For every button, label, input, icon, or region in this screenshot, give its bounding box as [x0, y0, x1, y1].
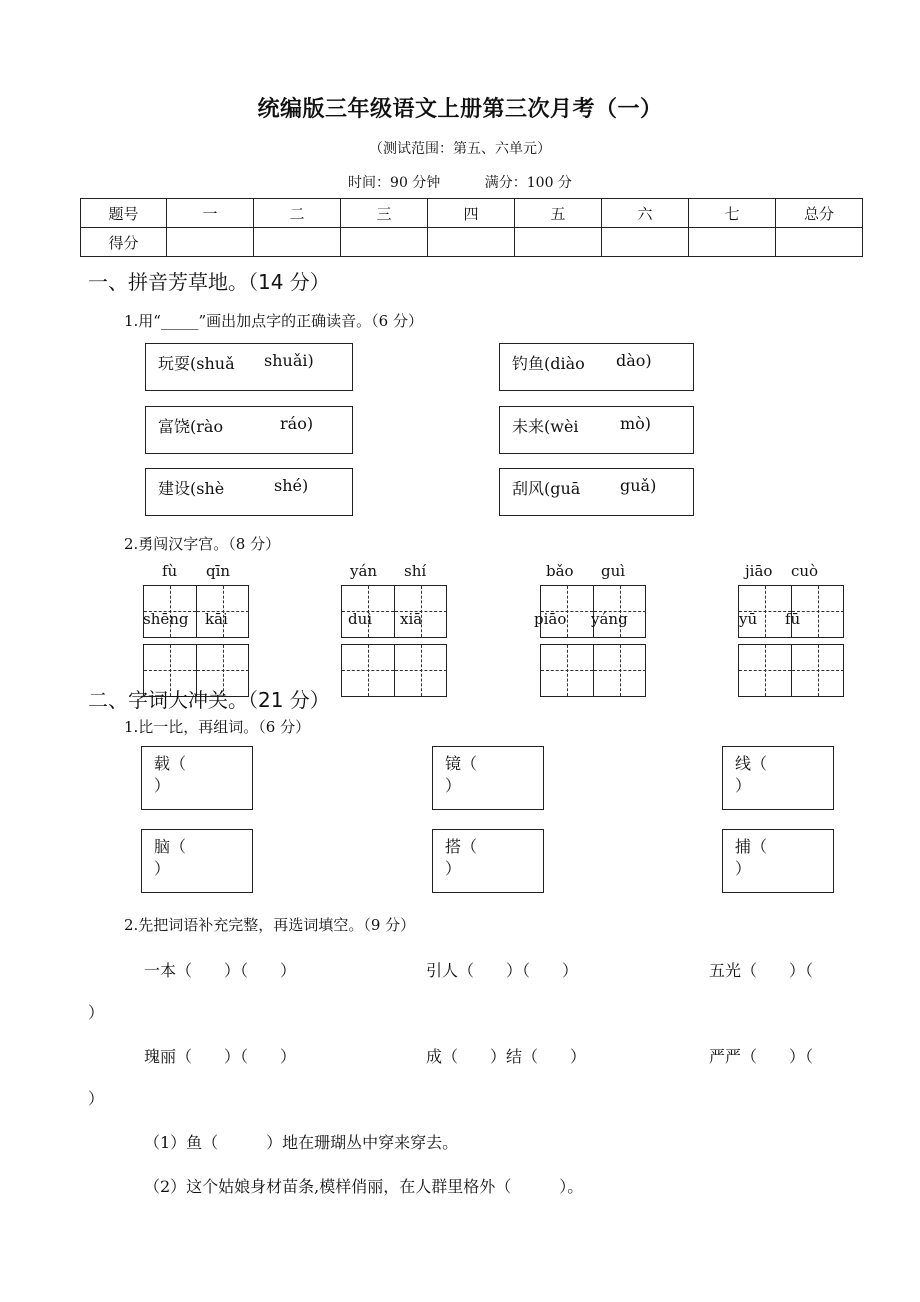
- pinyin-label: qīn: [206, 562, 231, 580]
- pinyin-label: piāo: [534, 610, 567, 628]
- pinyin-word: 刮风(: [512, 479, 551, 498]
- pinyin-label: fū: [785, 610, 801, 628]
- word-box-close: ）: [154, 776, 171, 795]
- pinyin-label: cuò: [791, 562, 819, 580]
- pinyin-word: 建设(: [158, 479, 197, 498]
- score-table: [80, 198, 863, 257]
- word-box-close: ）: [445, 776, 462, 795]
- exam-scope: （测试范围：第五、六单元）: [369, 141, 551, 157]
- word-box[interactable]: [141, 746, 253, 810]
- score-table-cell: 二: [254, 199, 341, 228]
- pinyin-label: yán: [350, 562, 378, 580]
- fill-blank-phrase[interactable]: 五光（ ）（: [709, 961, 814, 980]
- pinyin-option-b[interactable]: mò): [620, 414, 652, 433]
- pinyin-option-b[interactable]: dào): [616, 351, 652, 370]
- pinyin-option-a[interactable]: diào: [550, 354, 585, 373]
- word-box-char: 镜（: [445, 754, 478, 773]
- score-input-cell[interactable]: [689, 228, 776, 257]
- character-grid[interactable]: [540, 644, 646, 697]
- word-box-char: 搭（: [445, 837, 478, 856]
- pinyin-option-a[interactable]: wèi: [550, 417, 579, 436]
- pinyin-option-a[interactable]: guā: [550, 479, 581, 498]
- word-box-close: ）: [445, 859, 462, 878]
- word-box-char: 捕（: [735, 837, 768, 856]
- word-box-char: 脑（: [154, 837, 187, 856]
- score-table-cell: 六: [602, 199, 689, 228]
- section2-heading: 二、字词大冲关。（21 分）: [88, 688, 330, 712]
- fill-blank-phrase[interactable]: 引人（ ）（ ）: [426, 961, 579, 980]
- pinyin-label: xiā: [400, 610, 423, 628]
- word-box[interactable]: [141, 829, 253, 893]
- fill-blank-phrase[interactable]: 严严（ ）（: [709, 1047, 814, 1066]
- pinyin-option-a[interactable]: shuǎ: [196, 354, 235, 373]
- pinyin-option-b[interactable]: shé): [274, 476, 309, 495]
- score-table-cell: 一: [167, 199, 254, 228]
- pinyin-choice-box[interactable]: [145, 468, 353, 516]
- word-box[interactable]: [722, 746, 834, 810]
- score-input-cell[interactable]: [428, 228, 515, 257]
- score-table-cell: 三: [341, 199, 428, 228]
- pinyin-option-b[interactable]: shuǎi): [264, 351, 314, 370]
- score-table-cell: 题号: [81, 199, 167, 228]
- word-box-char: 线（: [735, 754, 768, 773]
- pinyin-label: kāi: [205, 610, 228, 628]
- fill-blank-phrase[interactable]: 成（ ）结（ ）: [426, 1047, 587, 1066]
- score-input-cell[interactable]: [254, 228, 341, 257]
- word-box-close: ）: [154, 859, 171, 878]
- wrap-close-paren: ）: [88, 1003, 105, 1022]
- character-grid[interactable]: [738, 644, 844, 697]
- fill-sentence[interactable]: （1）鱼（ ）地在珊瑚丛中穿来穿去。: [144, 1133, 459, 1152]
- word-box[interactable]: [722, 829, 834, 893]
- pinyin-option-b[interactable]: guǎ): [620, 476, 657, 495]
- pinyin-word: 钓鱼(: [512, 354, 551, 373]
- pinyin-choice-box[interactable]: [145, 406, 353, 454]
- pinyin-label: guì: [601, 562, 626, 580]
- pinyin-label: duì: [348, 610, 373, 628]
- score-table-cell: 五: [515, 199, 602, 228]
- time-label: 时间：90 分钟: [348, 175, 441, 191]
- pinyin-word: 玩耍(: [158, 354, 197, 373]
- word-box[interactable]: [432, 746, 544, 810]
- section1-q1-prompt: 1.用“_____”画出加点字的正确读音。（6 分）: [124, 312, 423, 330]
- score-input-cell[interactable]: [341, 228, 428, 257]
- word-box-char: 载（: [154, 754, 187, 773]
- wrap-close-paren: ）: [88, 1089, 105, 1108]
- pinyin-label: jiāo: [745, 562, 773, 580]
- pinyin-label: fù: [162, 562, 178, 580]
- score-table-cell: 四: [428, 199, 515, 228]
- pinyin-option-a[interactable]: shè: [196, 479, 225, 498]
- character-grid[interactable]: [341, 644, 447, 697]
- pinyin-choice-box[interactable]: [499, 343, 694, 391]
- section1-q2-prompt: 2.勇闯汉字宫。（8 分）: [124, 535, 281, 553]
- score-input-cell[interactable]: [515, 228, 602, 257]
- section2-q1-prompt: 1.比一比，再组词。（6 分）: [124, 718, 311, 736]
- fill-sentence[interactable]: （2）这个姑娘身材苗条,模样俏丽，在人群里格外（ ）。: [144, 1177, 584, 1196]
- pinyin-label: bǎo: [546, 562, 574, 580]
- pinyin-choice-box[interactable]: [499, 468, 694, 516]
- fill-blank-phrase[interactable]: 瑰丽（ ）（ ）: [144, 1047, 297, 1066]
- pinyin-option-a[interactable]: rào: [196, 417, 224, 436]
- pinyin-choice-box[interactable]: [145, 343, 353, 391]
- score-input-cell[interactable]: [167, 228, 254, 257]
- score-input-cell[interactable]: [776, 228, 863, 257]
- pinyin-label: yū: [739, 610, 758, 628]
- section2-q2-prompt: 2.先把词语补充完整，再选词填空。（9 分）: [124, 916, 416, 934]
- section1-heading: 一、拼音芳草地。（14 分）: [88, 270, 330, 294]
- score-input-cell[interactable]: [602, 228, 689, 257]
- score-table-cell: 总分: [776, 199, 863, 228]
- pinyin-label: yáng: [591, 610, 628, 628]
- page-title: 统编版三年级语文上册第三次月考（一）: [257, 97, 663, 122]
- score-table-header-row: [81, 199, 863, 228]
- score-row-label: 得分: [81, 228, 167, 257]
- pinyin-word: 未来(: [512, 417, 551, 436]
- exam-time-score: [0, 172, 920, 192]
- word-box-close: ）: [735, 776, 752, 795]
- fill-blank-phrase[interactable]: 一本（ ）（ ）: [144, 961, 297, 980]
- pinyin-label: shí: [404, 562, 427, 580]
- pinyin-word: 富饶(: [158, 417, 197, 436]
- pinyin-label: shēng: [143, 610, 189, 628]
- score-table-score-row: [81, 228, 863, 257]
- word-box-close: ）: [735, 859, 752, 878]
- pinyin-choice-box[interactable]: [499, 406, 694, 454]
- word-box[interactable]: [432, 829, 544, 893]
- score-table-cell: 七: [689, 199, 776, 228]
- score-label: 满分：100 分: [484, 175, 572, 191]
- pinyin-option-b[interactable]: ráo): [280, 414, 314, 433]
